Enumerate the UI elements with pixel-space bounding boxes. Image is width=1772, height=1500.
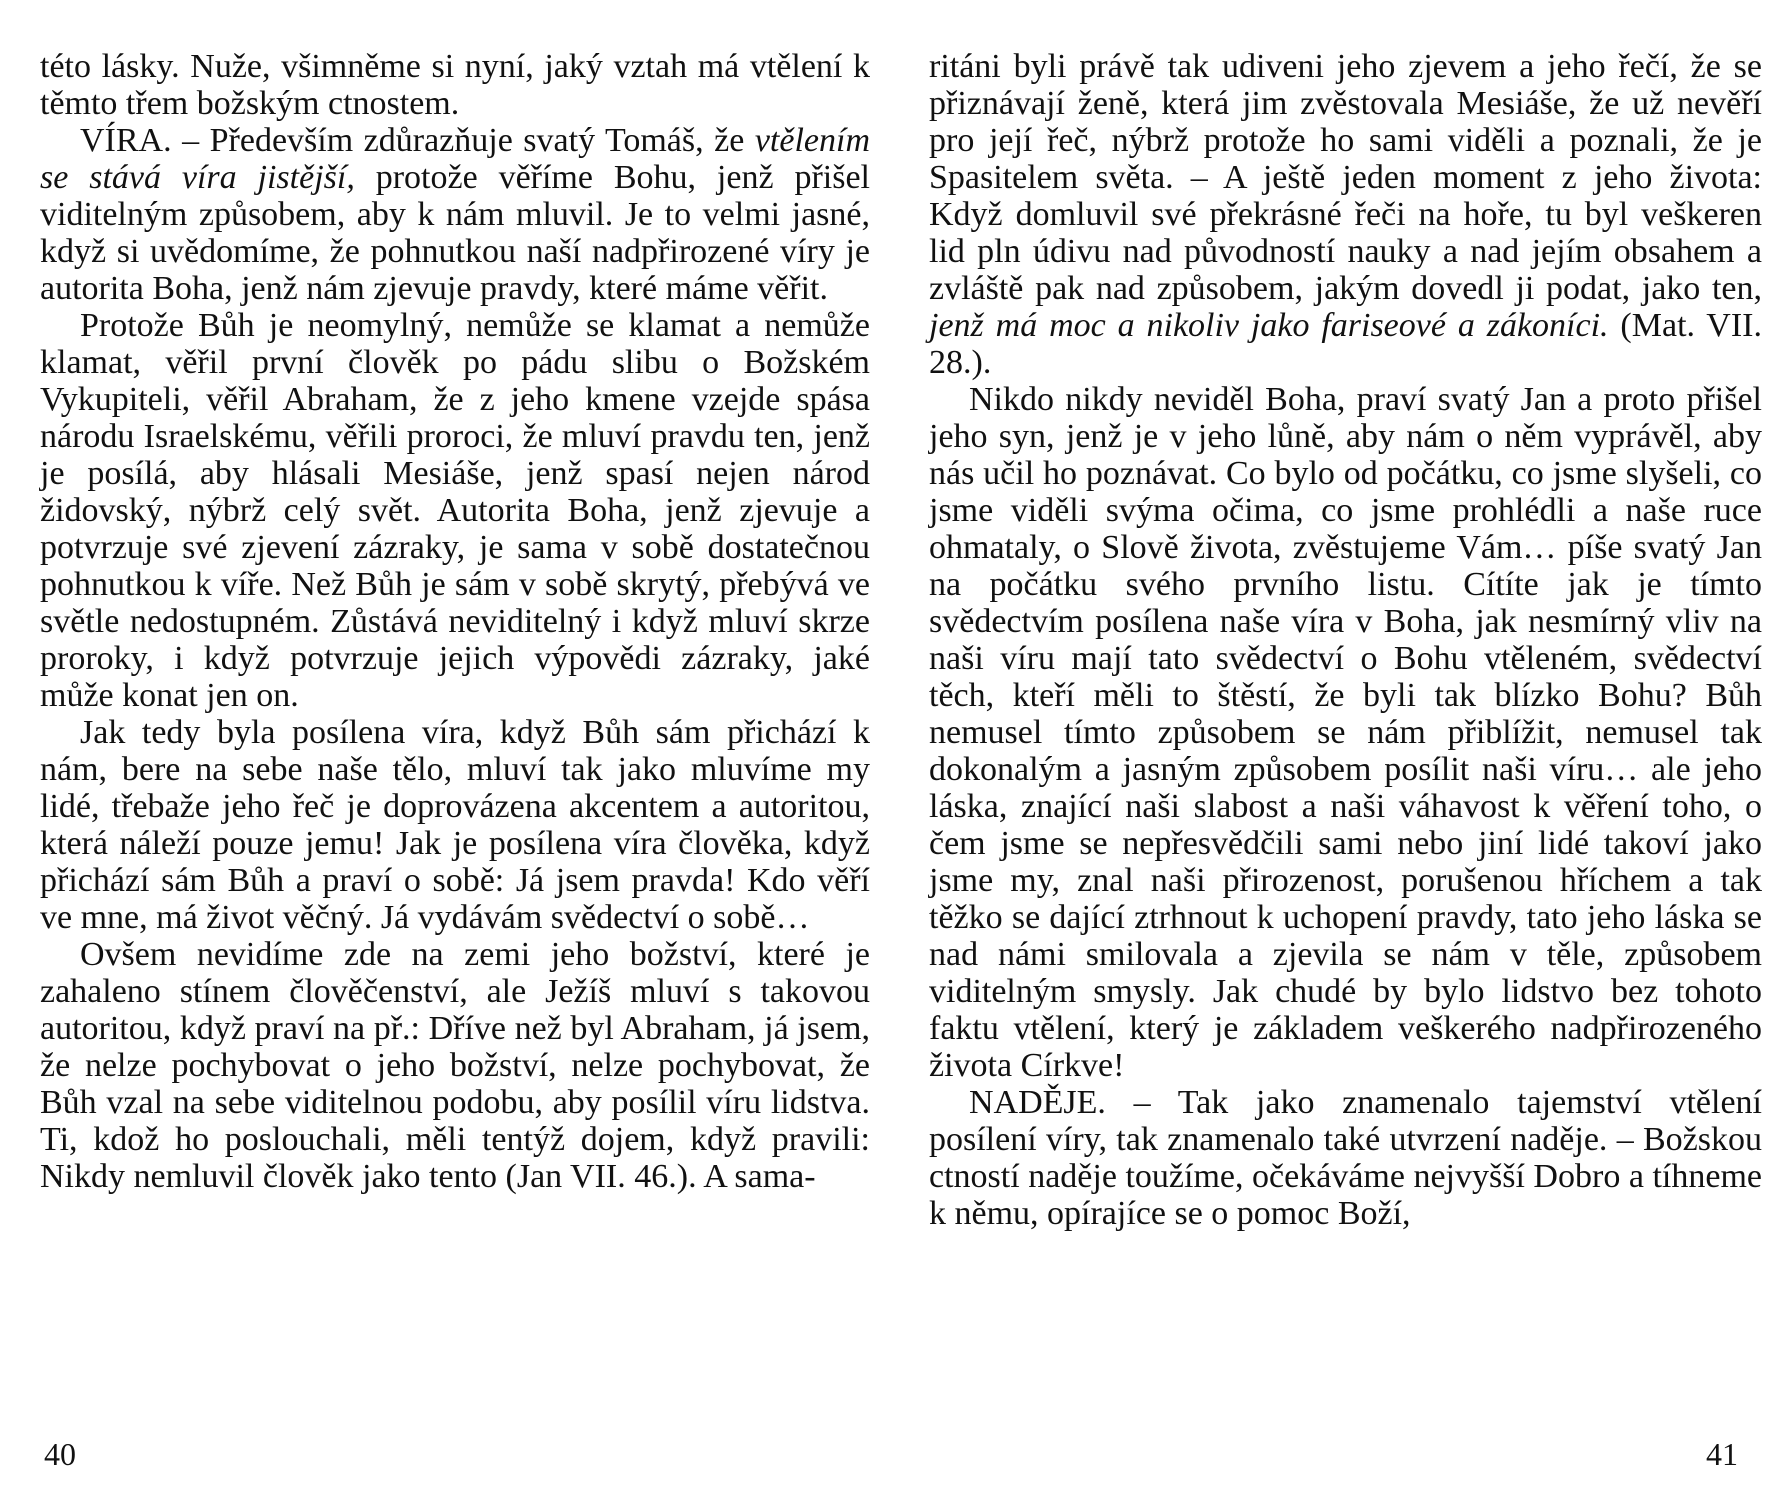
paragraph — [40, 307, 870, 714]
paragraph — [929, 48, 1762, 381]
paragraph-text: VÍRA. – Především zdůrazňuje svatý Tomáš, že — [80, 122, 755, 159]
paragraph-text: Nikdo nikdy neviděl Boha, praví svatý Jan a proto přišel jeho syn, jenž je v jeho lůně, aby nám o něm vyprávěl, aby nás učil ho poznávat. Co bylo od počátku, co jsme slyšeli, co jsme viděli svýma očima, co jsme prohlédli a naše ruce ohmataly, o Slově života, zvěstujeme Vám… píše svatý Jan na počátku svého prvního listu. Cítíte jak je tímto svědectvím posílena naše víra v Boha, jak nesmírný vliv na naši víru mají tato svědectví o Bohu vtěleném, svědectví těch, kteří měli to štěstí, že byli tak blízko Bohu? Bůh nemusel tímto způsobem se nám přiblížit, nemusel tak dokonalým a jasným způsobem posílit naši víru… ale jeho láska, znající naši slabost a naši váhavost k věření toho, o čem jsme se nepřesvědčili sami nebo jiní lidé takoví jako jsme my, znal naši přirozenost, porušenou hříchem a tak těžko se dající ztrhnout k uchopení pravdy, tato jeho láska se nad námi smilovala a zjevila se nám v těle, způsobem viditelným smysly. Jak chudé by bylo lidstvo bez tohoto faktu vtělení, který je základem veškerého nadpřirozeného života Církve! — [929, 381, 1762, 1084]
paragraph — [40, 48, 870, 122]
paragraph-text: Jak tedy byla posílena víra, když Bůh sám přichází k nám, bere na sebe naše tělo, mluví tak jako mluvíme my lidé, třebaže jeho řeč je doprovázena akcentem a autoritou, která náleží pouze jemu! Jak je posílena víra člověka, když přichází sám Bůh a praví o sobě: Já jsem pravda! Kdo věří ve mne, má život věčný. Já vydávám svědectví o sobě… — [40, 714, 870, 936]
paragraph — [40, 714, 870, 936]
paragraph-text: NADĚJE. – Tak jako znamenalo tajemství vtělení posílení víry, tak znamenalo také utvrzení naděje. – Božskou ctností naděje toužíme, očekáváme nejvyšší Dobro a tíhneme k němu, opírajíce se o pomoc Boží, — [929, 1084, 1762, 1232]
right-text-column — [929, 48, 1762, 1232]
paragraph-vira — [40, 122, 870, 307]
italic-emphasis: vtělením se stává víra jistější, — [40, 122, 870, 196]
page-number-left: 40 — [44, 1436, 76, 1472]
paragraph-text: této lásky. Nuže, všimněme si nyní, jaký vztah má vtělení k těmto třem božským ctnostem. — [40, 48, 870, 122]
paragraph-nadeje — [929, 1084, 1762, 1232]
left-text-column — [40, 48, 870, 1195]
paragraph-text: Ovšem nevidíme zde na zemi jeho božství, které je zahaleno stínem člověčenství, ale Ježíš mluví s takovou autoritou, když praví na př.: Dříve než byl Abraham, já jsem, že nelze pochybovat o jeho božství, nelze pochybovat, že Bůh vzal na sebe viditelnou podobu, aby posílil víru lidstva. Ti, kdož ho poslouchali, měli tentýž dojem, když pravili: Nikdy nemluvil člověk jako tento (Jan VII. 46.). A sama- — [40, 936, 870, 1195]
paragraph-text: (Mat. VII. 28.). — [929, 307, 1762, 381]
paragraph-text: ritáni byli právě tak udiveni jeho zjevem a jeho řečí, že se přiznávají ženě, která jim zvěstovala Mesiáše, že už nevěří pro její řeč, nýbrž protože ho sami viděli a poznali, že je Spasitelem světa. – A ještě jeden moment z jeho života: Když domluvil své překrásné řeči na hoře, tu byl veškeren lid pln údivu nad původností nauky a nad jejím obsahem a zvláště pak nad způsobem, jakým dovedl ji podat, jako ten, — [929, 48, 1762, 307]
paragraph — [929, 381, 1762, 1084]
italic-emphasis: jenž má moc a nikoliv jako fariseové a zákoníci. — [929, 307, 1609, 344]
paragraph — [40, 936, 870, 1195]
paragraph-text: Protože Bůh je neomylný, nemůže se klamat a nemůže klamat, věřil první člověk po pádu slibu o Božském Vykupiteli, věřil Abraham, že z jeho kmene vzejde spása národu Israelskému, věřili proroci, že mluví pravdu ten, jenž je posílá, aby hlásali Mesiáše, jenž spasí nejen národ židovský, nýbrž celý svět. Autorita Boha, jenž zjevuje a potvrzuje své zjevení zázraky, je sama v sobě dostatečnou pohnutkou k víře. Než Bůh je sám v sobě skrytý, přebývá ve světle nedostupném. Zůstává neviditelný i když mluví skrze proroky, i když potvrzuje jejich výpovědi zázraky, jaké může konat jen on. — [40, 307, 870, 714]
right-page — [886, 0, 1772, 1500]
paragraph-text: protože věříme Bohu, jenž přišel viditelným způsobem, aby k nám mluvil. Je to velmi jasné, když si uvědomíme, že pohnutkou naší nadpřirozené víry je autorita Boha, jenž nám zjevuje pravdy, které máme věřit. — [40, 159, 870, 307]
page-number-right: 41 — [1706, 1436, 1738, 1472]
